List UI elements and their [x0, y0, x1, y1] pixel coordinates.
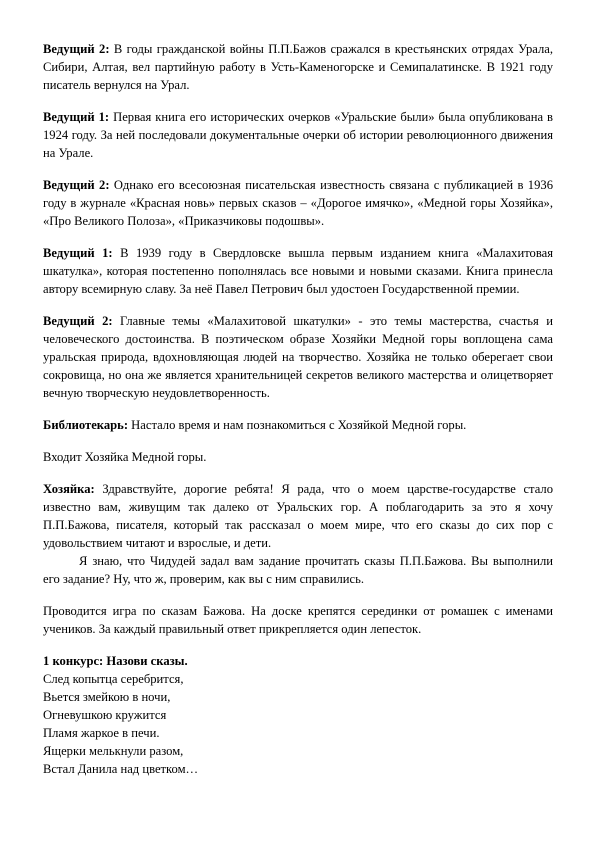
speaker-label: Хозяйка:	[43, 482, 95, 496]
speaker-label: Ведущий 2:	[43, 178, 110, 192]
game-description: Проводится игра по сказам Бажова. На доске крепятся серединки от ромашек с именами учеников. За каждый правильный ответ прикрепляется один лепесток.	[43, 604, 553, 636]
paragraph-6	[43, 416, 553, 434]
speaker-label: Ведущий 2:	[43, 314, 113, 328]
speaker-label: Ведущий 2:	[43, 42, 110, 56]
poem-line: Встал Данила над цветком…	[43, 762, 199, 776]
document-page	[43, 40, 553, 778]
paragraph-text: В 1939 году в Свердловске вышла первым изданием книга «Малахитовая шкатулка», которая постепенно пополнялась все новыми и новыми сказами. Книга принесла автору всемирную славу. За неё Павел Петрович был удостоен Государственной премии.	[43, 246, 553, 296]
poem-line: Пламя жаркое в печи.	[43, 726, 160, 740]
speaker-label: Библиотекарь:	[43, 418, 129, 432]
speaker-label: Ведущий 1:	[43, 246, 113, 260]
poem-line: Вьется змейкою в ночи,	[43, 690, 171, 704]
poem-line: Ящерки мелькнули разом,	[43, 744, 184, 758]
stage-direction: Входит Хозяйка Медной горы.	[43, 450, 207, 464]
paragraph-2	[43, 108, 553, 162]
paragraph-5	[43, 312, 553, 402]
paragraph-4	[43, 244, 553, 298]
poem-line: След копытца серебрится,	[43, 672, 184, 686]
hostess-speech-continued: Я знаю, что Чидудей задал вам задание прочитать сказы П.П.Бажова. Вы выполнили его задание? Ну, что ж, проверим, как вы с ним справились.	[43, 554, 553, 586]
contest-title: 1 конкурс: Назови сказы.	[43, 654, 188, 668]
hostess-speech	[43, 480, 553, 552]
paragraph-text: Здравствуйте, дорогие ребята! Я рада, что о моем царстве-государстве стало известно вам, живущим так далеко от Уральских гор. А поблагодарить за это я хочу П.П.Бажова, писателя, который так рассказал о моем мире, что его сказы до сих пор с удовольствием читают и взрослые, и дети.	[43, 482, 553, 550]
contest-block	[43, 652, 553, 778]
paragraph-text: В годы гражданской войны П.П.Бажов сражался в крестьянских отрядах Урала, Сибири, Алтая, вел партийную работу в Усть-Каменогорске и Семипалатинске. В 1921 году писатель вернулся на Урал.	[43, 42, 553, 92]
poem-line: Огневушкою кружится	[43, 708, 167, 722]
paragraph-3	[43, 176, 553, 230]
paragraph-text: Главные темы «Малахитовой шкатулки» - это темы мастерства, счастья и человеческого достоинства. В поэтическом образе Хозяйки Медной горы воплощена сама уральская природа, вдохновляющая людей на творчество. Хозяйка не только оберегает свои сокровища, но она же является хранительницей секретов великого мастерства и олицетворяет вечную творческую неудовлетворенность.	[43, 314, 553, 400]
paragraph-text: Настало время и нам познакомиться с Хозяйкой Медной горы.	[128, 418, 467, 432]
paragraph-text: Первая книга его исторических очерков «Уральские были» была опубликована в 1924 году. За ней последовали документальные очерки об истории революционного движения на Урале.	[43, 110, 553, 160]
paragraph-text: Однако его всесоюзная писательская известность связана с публикацией в 1936 году в журнале «Красная новь» первых сказов – «Дорогое имячко», «Медной горы Хозяйка», «Про Великого Полоза», «Приказчиковы подошвы».	[43, 178, 553, 228]
paragraph-1	[43, 40, 553, 94]
speaker-label: Ведущий 1:	[43, 110, 110, 124]
